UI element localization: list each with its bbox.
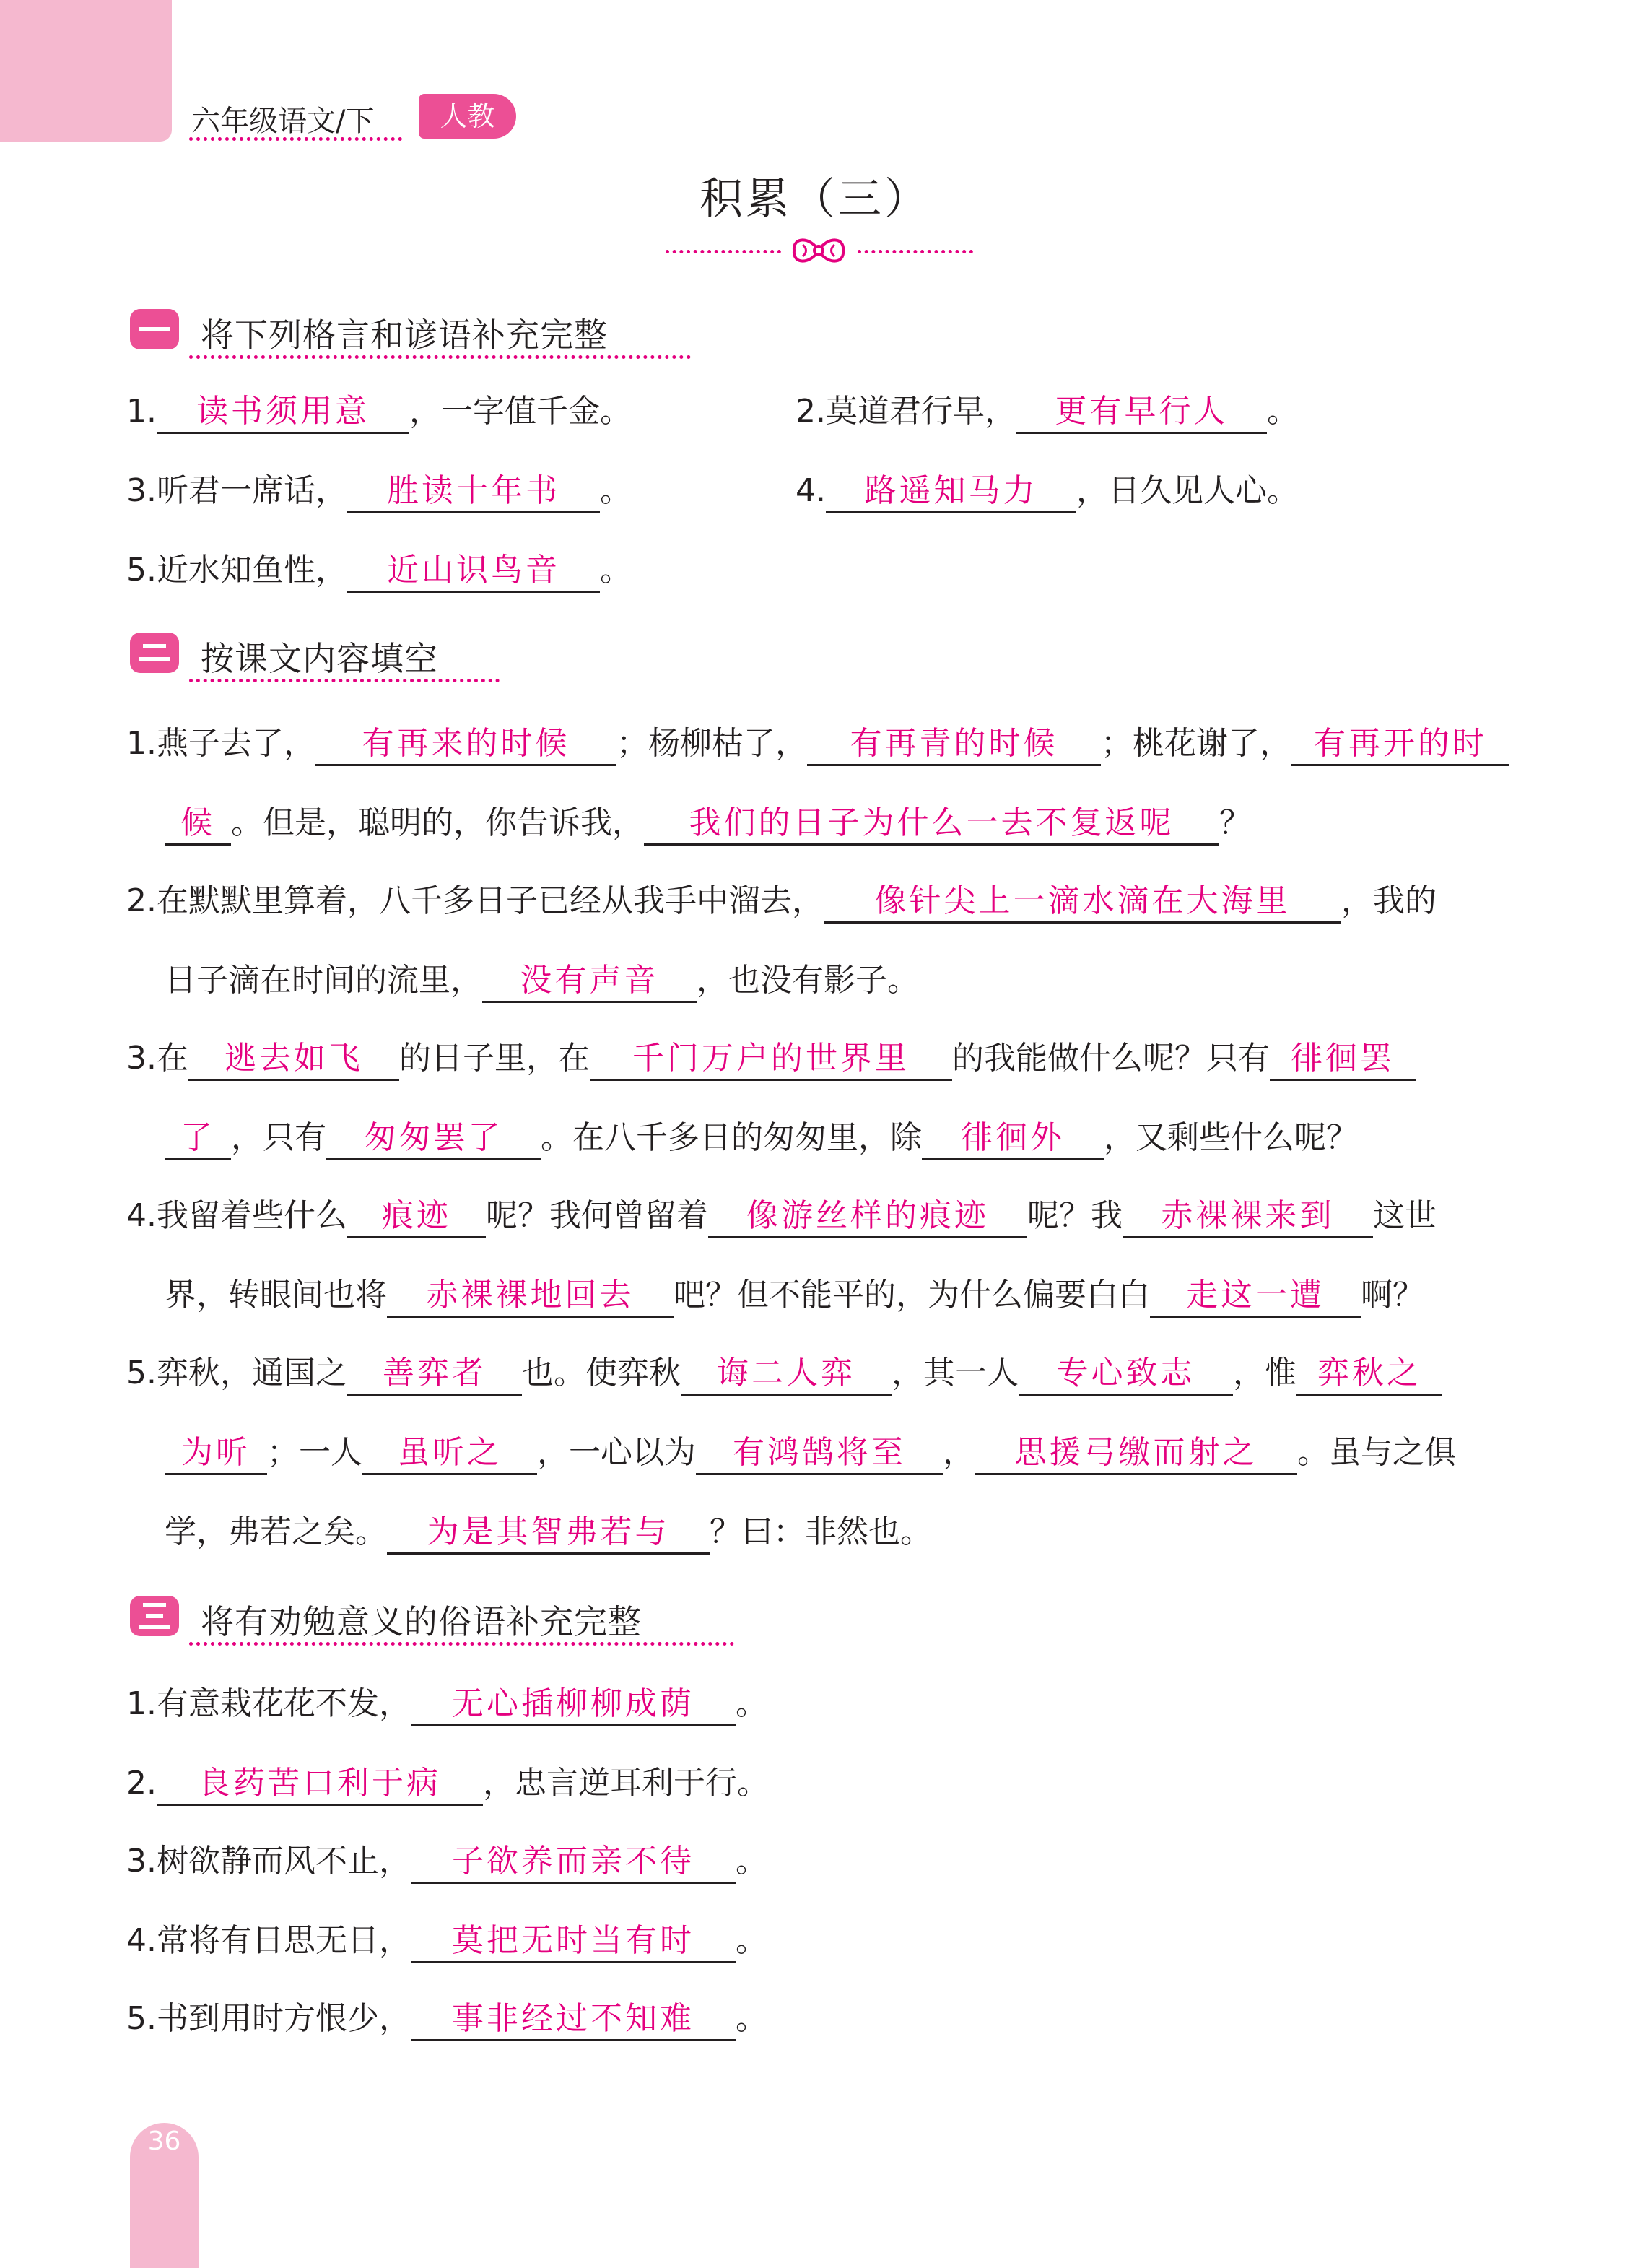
answer-blank[interactable]: 专心致志: [1019, 1353, 1233, 1396]
answer-blank[interactable]: 像游丝样的痕迹: [708, 1196, 1027, 1238]
q-number: 5.: [126, 552, 157, 588]
answer-blank[interactable]: 事非经过不知难: [411, 1999, 736, 2041]
q-text: 。在八千多日的匆匆里，除: [541, 1119, 922, 1156]
q-text: ，我的: [1341, 882, 1437, 919]
q-text: 弈秋，通国之: [156, 1355, 347, 1391]
answer-blank[interactable]: 路遥知马力: [826, 471, 1076, 513]
title-divider-right: [858, 250, 973, 253]
answer-blank[interactable]: 有鸿鹄将至: [696, 1433, 943, 1475]
q-text: 这世: [1372, 1197, 1437, 1234]
bow-icon: [788, 233, 849, 269]
answer-blank[interactable]: 赤裸裸来到: [1123, 1196, 1373, 1238]
s2-q1-line1: [126, 722, 1509, 766]
s3-q1: [126, 1682, 767, 1726]
s2-q5-line1: [126, 1352, 1442, 1396]
q-text: 。: [735, 1685, 767, 1722]
numeral-three-icon: [139, 1602, 170, 1630]
q-number: 3.: [126, 1843, 157, 1880]
answer-blank[interactable]: 良药苦口利于病: [157, 1763, 483, 1806]
answer-blank[interactable]: 徘徊罢: [1270, 1038, 1416, 1081]
answer-blank[interactable]: 我们的日子为什么一去不复返呢: [644, 803, 1219, 846]
q-text: 我留着些什么: [156, 1197, 347, 1234]
answer-blank[interactable]: 更有早行人: [1016, 391, 1267, 434]
s1-q4: [796, 469, 1299, 513]
answer-blank[interactable]: 子欲养而亲不待: [411, 1841, 736, 1884]
q-number: 4.: [796, 472, 826, 509]
s3-q4: [126, 1919, 767, 1963]
q-text: ，: [943, 1434, 975, 1471]
q-text: 燕子去了，: [156, 725, 315, 762]
answer-blank[interactable]: 匆匆罢了: [326, 1118, 541, 1160]
q-text: 听君一席话，: [156, 472, 347, 509]
section-3-title: 将有劝勉意义的俗语补充完整: [201, 1602, 642, 1641]
q-text: 。: [735, 2000, 767, 2037]
grade-label: 六年级语文/下: [191, 105, 375, 138]
answer-blank[interactable]: 虽听之: [362, 1433, 537, 1475]
s1-q5: [126, 549, 632, 593]
answer-blank[interactable]: 思援弓缴而射之: [975, 1433, 1297, 1475]
s2-q1-line2: [165, 801, 1251, 846]
q-text: ，只有: [231, 1119, 326, 1156]
section-1-badge: [130, 309, 179, 349]
q-text: 吧？但不能平的，为什么偏要白白: [674, 1277, 1150, 1313]
title-divider-left: [666, 250, 781, 253]
q-text: 。: [735, 1922, 767, 1959]
q-text: ？曰：非然也。: [710, 1513, 932, 1550]
s1-q1: [126, 390, 632, 434]
q-number: 3.: [126, 472, 157, 509]
answer-blank[interactable]: 为是其智弗若与: [387, 1512, 710, 1555]
q-text: 。虽与之俱: [1297, 1434, 1456, 1471]
answer-blank[interactable]: 走这一遭: [1150, 1275, 1361, 1318]
numeral-two-icon: [139, 642, 170, 664]
q-text: 呢？我何曾留着: [485, 1197, 708, 1234]
section-3-underline: [189, 1642, 734, 1646]
q-text: 的我能做什么呢？只有: [951, 1040, 1270, 1077]
answer-blank[interactable]: 善弈者: [347, 1353, 522, 1396]
s1-q2: [796, 390, 1299, 434]
answer-blank[interactable]: 逃去如飞: [188, 1038, 399, 1081]
section-3-badge: [130, 1596, 179, 1636]
s1-q3: [126, 469, 632, 513]
answer-blank-continued[interactable]: 了: [165, 1118, 231, 1160]
q-text: 书到用时方恨少，: [156, 2000, 411, 2037]
q-number: 2.: [796, 393, 826, 430]
s2-q5-line2: [165, 1431, 1456, 1475]
q-text: ，一心以为: [537, 1434, 696, 1471]
s2-q4-line2: [165, 1274, 1424, 1318]
answer-blank[interactable]: 弈秋之: [1296, 1353, 1442, 1396]
q-text: ，其一人: [891, 1355, 1019, 1391]
s2-q4-line1: [126, 1194, 1437, 1238]
q-number: 2.: [126, 1765, 157, 1802]
section-2-badge: [130, 633, 179, 673]
q-number: 1.: [126, 393, 157, 430]
q-number: 4.: [126, 1922, 157, 1959]
answer-blank[interactable]: 徘徊外: [922, 1118, 1104, 1160]
edition-badge: 人教: [419, 94, 516, 139]
q-text: 啊？: [1361, 1277, 1424, 1313]
answer-blank[interactable]: 痕迹: [347, 1196, 486, 1238]
q-text: ，也没有影子。: [697, 962, 919, 999]
s3-q3: [126, 1840, 767, 1884]
answer-blank[interactable]: 莫把无时当有时: [411, 1921, 736, 1963]
q-text: ；桃花谢了，: [1100, 725, 1291, 762]
q-text: 呢？我: [1027, 1197, 1123, 1234]
q-text: ；杨柳枯了，: [616, 725, 807, 762]
s2-q3-line1: [126, 1037, 1416, 1081]
q-text: 也。使弈秋: [521, 1355, 681, 1391]
q-number: 5.: [126, 2000, 157, 2037]
q-number: 3.: [126, 1040, 157, 1077]
q-text: 树欲静而风不止，: [156, 1843, 411, 1880]
q-text: 近水知鱼性，: [156, 552, 347, 588]
s2-q2-line2: [165, 959, 919, 1003]
page-number: 36: [147, 2126, 181, 2156]
answer-blank-continued[interactable]: 候: [165, 803, 231, 846]
answer-blank[interactable]: 有再来的时候: [315, 724, 616, 766]
section-1-underline: [189, 355, 691, 359]
answer-blank[interactable]: 千门万户的世界里: [590, 1038, 952, 1081]
section-2-title: 按课文内容填空: [201, 639, 438, 678]
q-text: 学，弗若之矣。: [165, 1513, 387, 1550]
q-text: ；一人: [267, 1434, 362, 1471]
q-number: 5.: [126, 1355, 157, 1391]
q-text: 。: [1266, 393, 1299, 430]
q-text: 常将有日思无日，: [156, 1922, 411, 1959]
q-text: 界，转眼间也将: [165, 1277, 387, 1313]
q-number: 1.: [126, 1685, 157, 1722]
q-text: 日子滴在时间的流里，: [165, 962, 482, 999]
answer-blank[interactable]: 诲二人弈: [681, 1353, 892, 1396]
q-text: ，一字值千金。: [409, 393, 632, 430]
q-number: 1.: [126, 725, 157, 762]
q-number: 2.: [126, 882, 157, 919]
answer-blank[interactable]: 有再青的时候: [807, 724, 1101, 766]
answer-blank[interactable]: 有再开的时: [1291, 724, 1509, 766]
answer-blank[interactable]: 像针尖上一滴水滴在大海里: [824, 881, 1341, 924]
corner-tab: [0, 0, 172, 142]
answer-blank[interactable]: 胜读十年书: [347, 471, 600, 513]
q-text: 。: [735, 1843, 767, 1880]
s2-q5-line3: [165, 1511, 932, 1555]
q-text: 。: [599, 552, 632, 588]
answer-blank[interactable]: 读书须用意: [157, 391, 409, 434]
q-text: ，惟: [1232, 1355, 1296, 1391]
answer-blank-continued[interactable]: 为听: [165, 1433, 267, 1475]
q-text: 有意栽花花不发，: [156, 1685, 411, 1722]
q-text: ，又剩些什么呢？: [1104, 1119, 1358, 1156]
section-1-title: 将下列格言和谚语补充完整: [201, 316, 608, 355]
q-text: 。: [599, 472, 632, 509]
answer-blank[interactable]: 没有声音: [482, 960, 697, 1003]
q-text: 。但是，聪明的，你告诉我，: [231, 804, 644, 841]
q-text: 在: [156, 1040, 188, 1077]
q-text: ，日久见人心。: [1076, 472, 1299, 509]
s3-q2: [126, 1762, 769, 1806]
answer-blank[interactable]: 无心插柳柳成荫: [411, 1684, 736, 1726]
numeral-one-icon: [139, 326, 170, 333]
q-text: 的日子里，在: [398, 1040, 590, 1077]
q-text: 在默默里算着，八千多日子已经从我手中溜去，: [156, 882, 824, 919]
section-2-underline: [189, 679, 500, 682]
q-number: 4.: [126, 1197, 157, 1234]
page-title: 积累（三）: [699, 174, 931, 225]
s2-q2-line1: [126, 879, 1437, 924]
s3-q5: [126, 1997, 767, 2041]
q-text: 莫道君行早，: [825, 393, 1016, 430]
q-text: ，忠言逆耳利于行。: [482, 1765, 769, 1802]
answer-blank[interactable]: 赤裸裸地回去: [387, 1275, 674, 1318]
s2-q3-line2: [165, 1116, 1358, 1160]
answer-blank[interactable]: 近山识鸟音: [347, 550, 600, 593]
q-text: ？: [1219, 804, 1251, 841]
grade-underline: [189, 137, 402, 141]
